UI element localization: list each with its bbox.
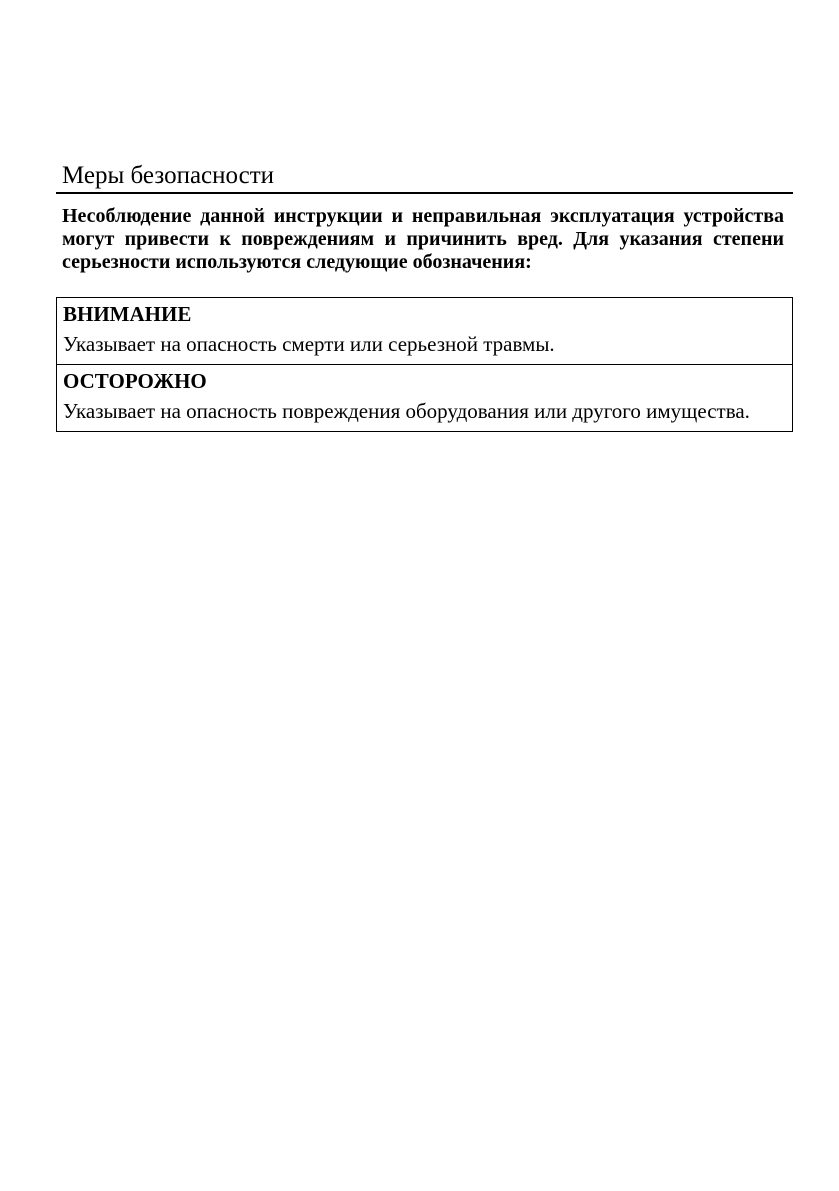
title-underline (56, 192, 793, 194)
notice-warning-label: ВНИМАНИЕ (63, 302, 192, 326)
notice-caution-label: ОСТОРОЖНО (63, 369, 207, 393)
notice-caution-text: Указывает на опасность повреждения оборудования или другого имущества. (63, 399, 750, 423)
notice-caution-row (57, 364, 792, 431)
intro-paragraph: Несоблюдение данной инструкции и неправильная эксплуатация устройства могут привести к повреждениям и причинить вред. Для указания степени серьезности используются следующие обозначения: (62, 205, 784, 273)
severity-notice-table (56, 297, 793, 432)
section-title: Меры безопасности (62, 162, 275, 189)
notice-warning-row (57, 298, 792, 364)
notice-warning-text: Указывает на опасность смерти или серьезной травмы. (63, 332, 555, 356)
